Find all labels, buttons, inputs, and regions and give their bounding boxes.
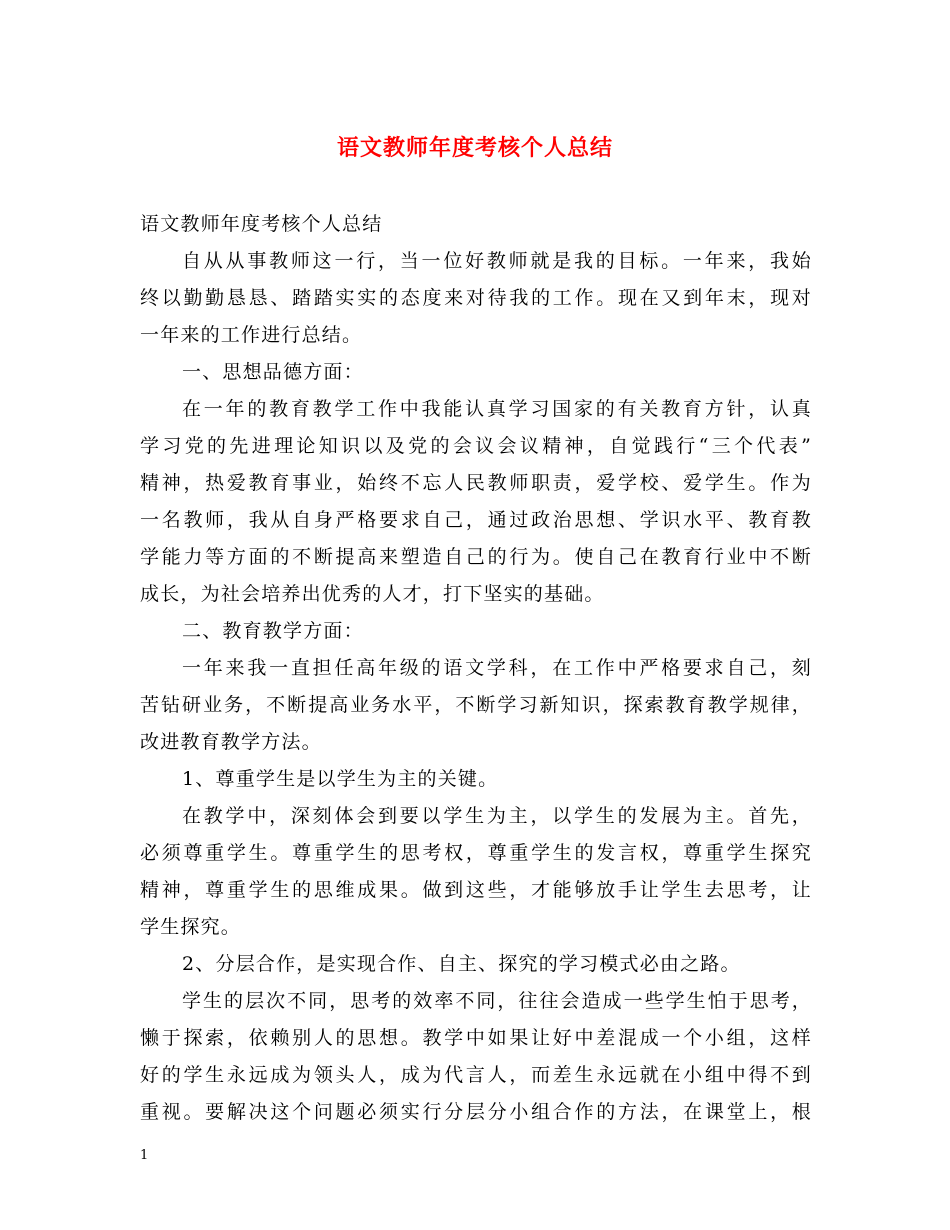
- text-line: 在一年的教育教学工作中我能认真学习国家的有关教育方针，认真: [182, 398, 812, 420]
- text-line: 好的学生永远成为领头人，成为代言人，而差生永远就在小组中得不到: [140, 1064, 812, 1086]
- text-line: 在教学中，深刻体会到要以学生为主，以学生的发展为主。首先，: [182, 805, 812, 827]
- text-line: 苦钻研业务，不断提高业务水平，不断学习新知识，探索教育教学规律，: [140, 694, 812, 716]
- text-line: 一年来的工作进行总结。: [140, 324, 363, 346]
- text-line: 语文教师年度考核个人总结: [140, 213, 383, 235]
- page-number: 1: [140, 1148, 149, 1163]
- text-line: 1、尊重学生是以学生为主的关键。: [182, 768, 499, 790]
- text-line: 成长，为社会培养出优秀的人才，打下坚实的基础。: [140, 583, 605, 605]
- text-line: 学生的层次不同，思考的效率不同，往往会造成一些学生怕于思考，: [182, 990, 812, 1012]
- text-line: 重视。要解决这个问题必须实行分层分小组合作的方法，在课堂上，根: [140, 1101, 812, 1123]
- text-line: 学生探究。: [140, 916, 242, 938]
- text-line: 精神，尊重学生的思维成果。做到这些，才能够放手让学生去思考，让: [140, 879, 812, 901]
- text-line: 自从从事教师这一行，当一位好教师就是我的目标。一年来，我始: [182, 250, 812, 272]
- text-line: 一年来我一直担任高年级的语文学科，在工作中严格要求自己，刻: [182, 657, 812, 679]
- text-line: 改进教育教学方法。: [140, 731, 322, 753]
- text-line: 学能力等方面的不断提高来塑造自己的行为。使自己在教育行业中不断: [140, 546, 812, 568]
- document-body: [140, 206, 812, 1131]
- document-title: 语文教师年度考核个人总结: [336, 135, 613, 161]
- text-line: 一名教师，我从自身严格要求自己，通过政治思想、学识水平、教育教: [140, 509, 812, 531]
- text-line: 精神，热爱教育事业，始终不忘人民教师职责，爱学校、爱学生。作为: [140, 472, 812, 494]
- text-line: 必须尊重学生。尊重学生的思考权，尊重学生的发言权，尊重学生探究: [140, 842, 812, 864]
- text-line: 2、分层合作，是实现合作、自主、探究的学习模式必由之路。: [182, 953, 741, 975]
- text-line: 终以勤勤恳恳、踏踏实实的态度来对待我的工作。现在又到年末，现对: [140, 287, 812, 309]
- text-line: 一、思想品德方面：: [182, 361, 364, 383]
- text-line: 学习党的先进理论知识以及党的会议会议精神，自觉践行“三个代表”: [140, 435, 812, 457]
- text-line: 懒于探索，依赖别人的思想。教学中如果让好中差混成一个小组，这样: [140, 1027, 812, 1049]
- text-line: 二、教育教学方面：: [182, 620, 364, 642]
